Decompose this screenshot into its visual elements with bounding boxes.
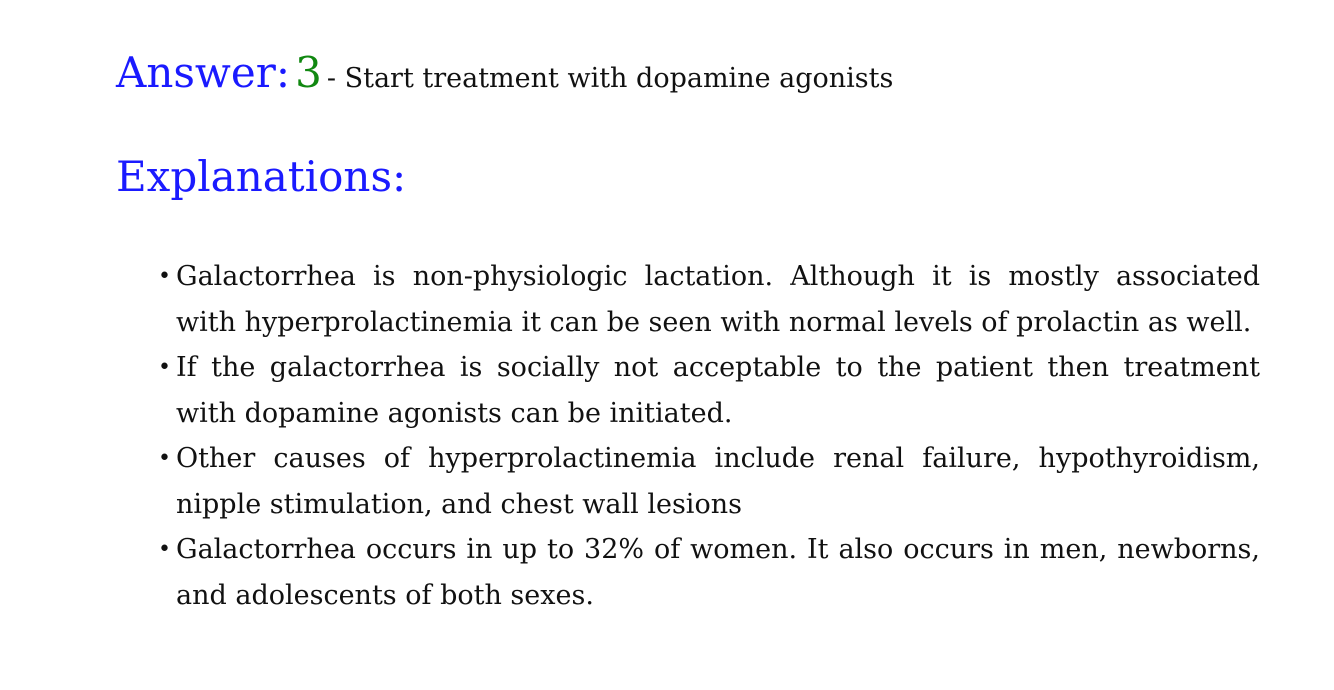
list-item-text: If the galactorrhea is socially not acceptable to the patient then treatment with dopamine agonists can be initiated. <box>176 352 1260 429</box>
explanations-list <box>158 254 1260 618</box>
answer-text: - Start treatment with dopamine agonists <box>326 63 894 94</box>
answer-label: Answer: <box>116 48 290 97</box>
list-item <box>158 436 1260 527</box>
list-item-text: Other causes of hyperprolactinemia include renal failure, hypothyroidism, nipple stimulation, and chest wall lesions <box>176 443 1260 520</box>
bullet-icon: • <box>158 264 171 289</box>
bullet-icon: • <box>158 537 171 562</box>
list-item <box>158 345 1260 436</box>
answer-line <box>116 48 894 97</box>
list-item-text: Galactorrhea is non-physiologic lactation. Although it is mostly associated with hyperprolactinemia it can be seen with normal levels of prolactin as well. <box>176 261 1260 338</box>
bullet-icon: • <box>158 355 171 380</box>
bullet-icon: • <box>158 446 171 471</box>
answer-number: 3 <box>295 48 322 97</box>
explanations-heading: Explanations: <box>116 152 407 201</box>
list-item-text: Galactorrhea occurs in up to 32% of women. It also occurs in men, newborns, and adolescents of both sexes. <box>176 534 1260 611</box>
list-item <box>158 254 1260 345</box>
list-item <box>158 527 1260 618</box>
